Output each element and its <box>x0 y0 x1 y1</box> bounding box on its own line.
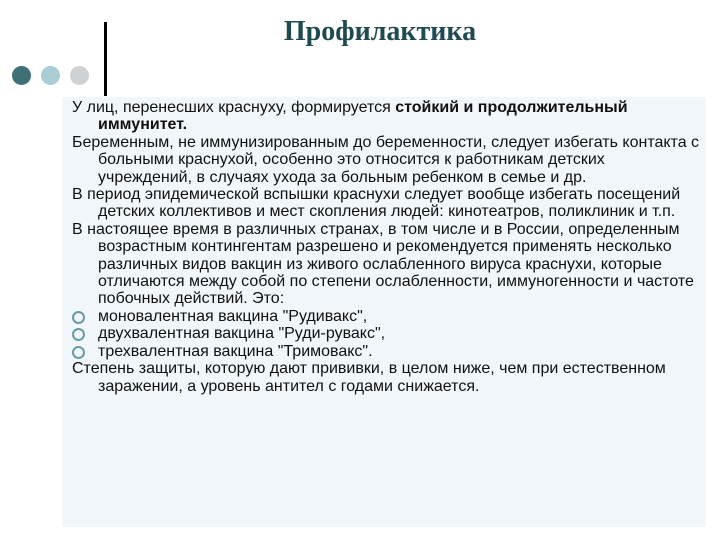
paragraph-pregnant: Беременным, не иммунизированным до беременности, следует избегать контакта с больными краснухой, особенно это относится к работникам детских учреждений, в случаях ухода за больным ребенком в семье и др. <box>72 133 700 186</box>
paragraph-immunity-text: У лиц, перенесших краснуху, формируется <box>72 99 396 116</box>
dot-mid <box>41 66 60 85</box>
slide-title: Профилактика <box>283 16 477 47</box>
circle-bullet-icon <box>72 311 85 324</box>
vaccine-item <box>72 343 702 360</box>
vaccine-item <box>72 308 702 325</box>
paragraph-immunity-bold: стойкий и продолжительный иммунитет. <box>98 99 628 134</box>
paragraph-epidemic: В период эпидемической вспышки краснухи следует вообще избегать посещений детских коллективов и мест скопления людей: кинотеатров, поликлиник и т.п. <box>72 186 681 221</box>
vertical-divider <box>104 22 107 96</box>
paragraph-protection: Степень защиты, которую дают прививки, в целом ниже, чем при естественном заражении, а уровень антител с годами снижается. <box>72 360 666 395</box>
dot-light <box>70 66 89 85</box>
vaccine-item-text: двухвалентная вакцина "Руди-рувакс", <box>98 325 386 343</box>
paragraph-immunity <box>72 99 702 134</box>
content-text <box>72 99 702 395</box>
circle-bullet-icon <box>72 328 85 341</box>
dot-dark <box>12 66 31 85</box>
vaccine-item <box>72 325 702 342</box>
paragraph-vaccines: В настоящее время в различных странах, в том числе и в России, определенным возрастным контингентам разрешено и рекомендуется применять несколько различных видов вакцин из живого ослабленного вируса краснухи, которые отличаются между собой по степени ослабленности, иммуногенности и частоте побочных действий. Это: <box>72 220 694 308</box>
decorative-dots <box>12 66 89 85</box>
vaccine-item-text: моновалентная вакцина "Рудивакс", <box>98 307 368 325</box>
vaccine-item-text: трехвалентная вакцина "Тримовакс". <box>98 342 373 360</box>
circle-bullet-icon <box>72 346 85 359</box>
